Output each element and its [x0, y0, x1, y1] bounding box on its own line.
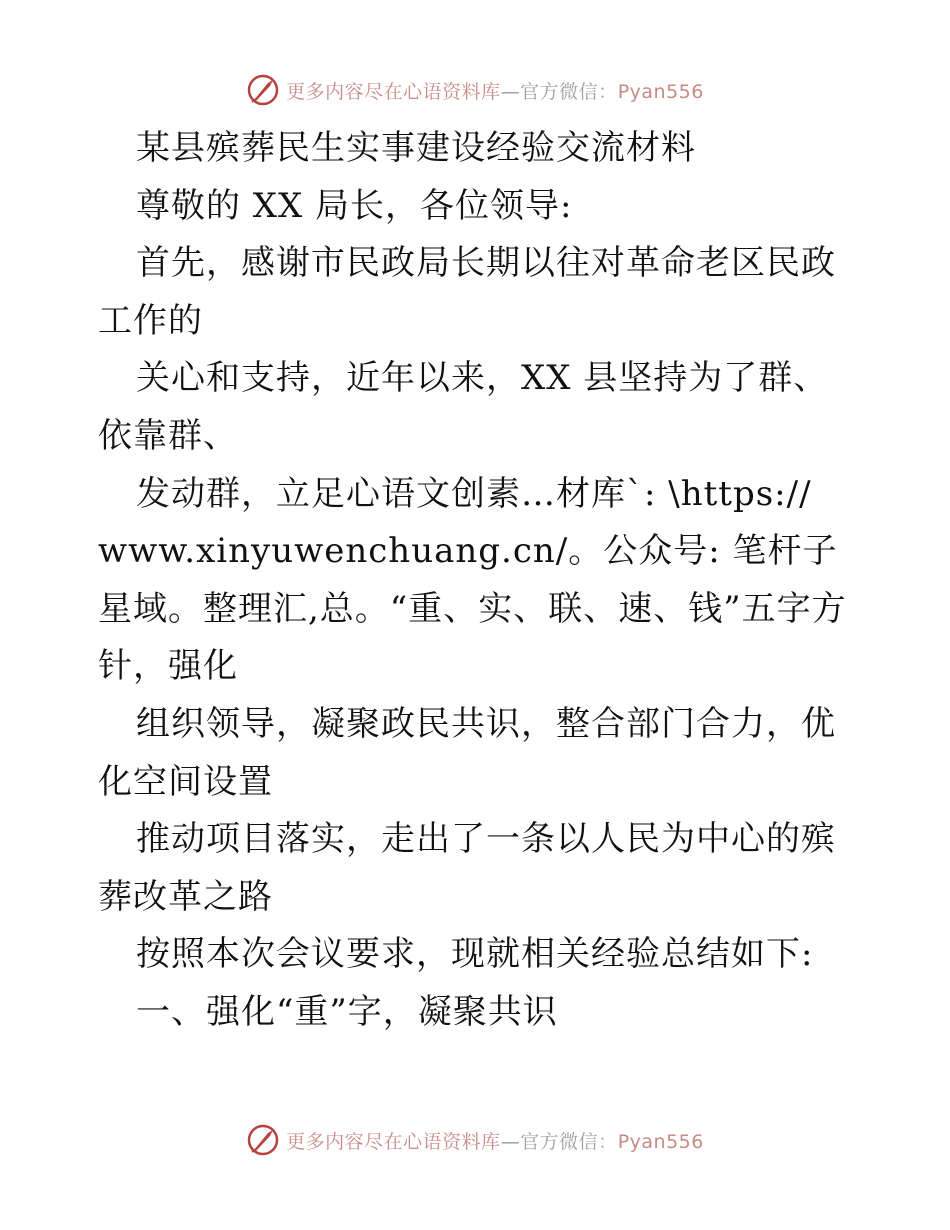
watermark-wechat-label: 官方微信： [520, 80, 618, 103]
quill-pen-circle-icon [246, 1123, 280, 1157]
document-body [98, 120, 858, 1042]
watermark-footer [0, 1120, 950, 1160]
watermark-wechat-label: 官方微信： [520, 1130, 618, 1153]
watermark-dash: — [500, 80, 521, 103]
watermark-wechat-id: Pyan556 [617, 80, 704, 103]
document-title: 某县殡葬民生实事建设经验交流材料 [136, 128, 696, 168]
watermark-main: 更多内容尽在心语资料库 [286, 80, 501, 103]
quill-pen-circle-icon [246, 73, 280, 107]
paragraph: 组织领导，凝聚政民共识，整合部门合力，优化空间设置 [98, 703, 836, 802]
watermark-dash: — [500, 1130, 521, 1153]
paragraph: 推动项目落实，走出了一条以人民为中心的殡葬改革之路 [98, 819, 836, 917]
paragraph: 首先，感谢市民政局长期以往对革命老区民政工作的 [98, 243, 836, 341]
paragraph: 发动群，立足心语文创素…材库`: \https:// [136, 473, 812, 514]
salutation: 尊敬的 XX 局长，各位领导: [136, 185, 573, 226]
paragraph: www.xinyuwenchuang.cn/。公众号: 笔杆子星域。整理汇,总。“重、实、联、速、钱”五字方针，强化 [98, 531, 847, 687]
section-heading: 一、强化“重”字，凝聚共识 [136, 991, 558, 1032]
paragraph: 按照本次会议要求，现就相关经验总结如下: [136, 934, 814, 975]
watermark-wechat-id: Pyan556 [617, 1130, 704, 1153]
watermark-header [0, 70, 950, 110]
watermark-text [286, 77, 704, 104]
watermark-main: 更多内容尽在心语资料库 [286, 1130, 501, 1153]
watermark-text [286, 1127, 704, 1154]
paragraph: 关心和支持，近年以来，XX 县坚持为了群、依靠群、 [98, 358, 829, 456]
